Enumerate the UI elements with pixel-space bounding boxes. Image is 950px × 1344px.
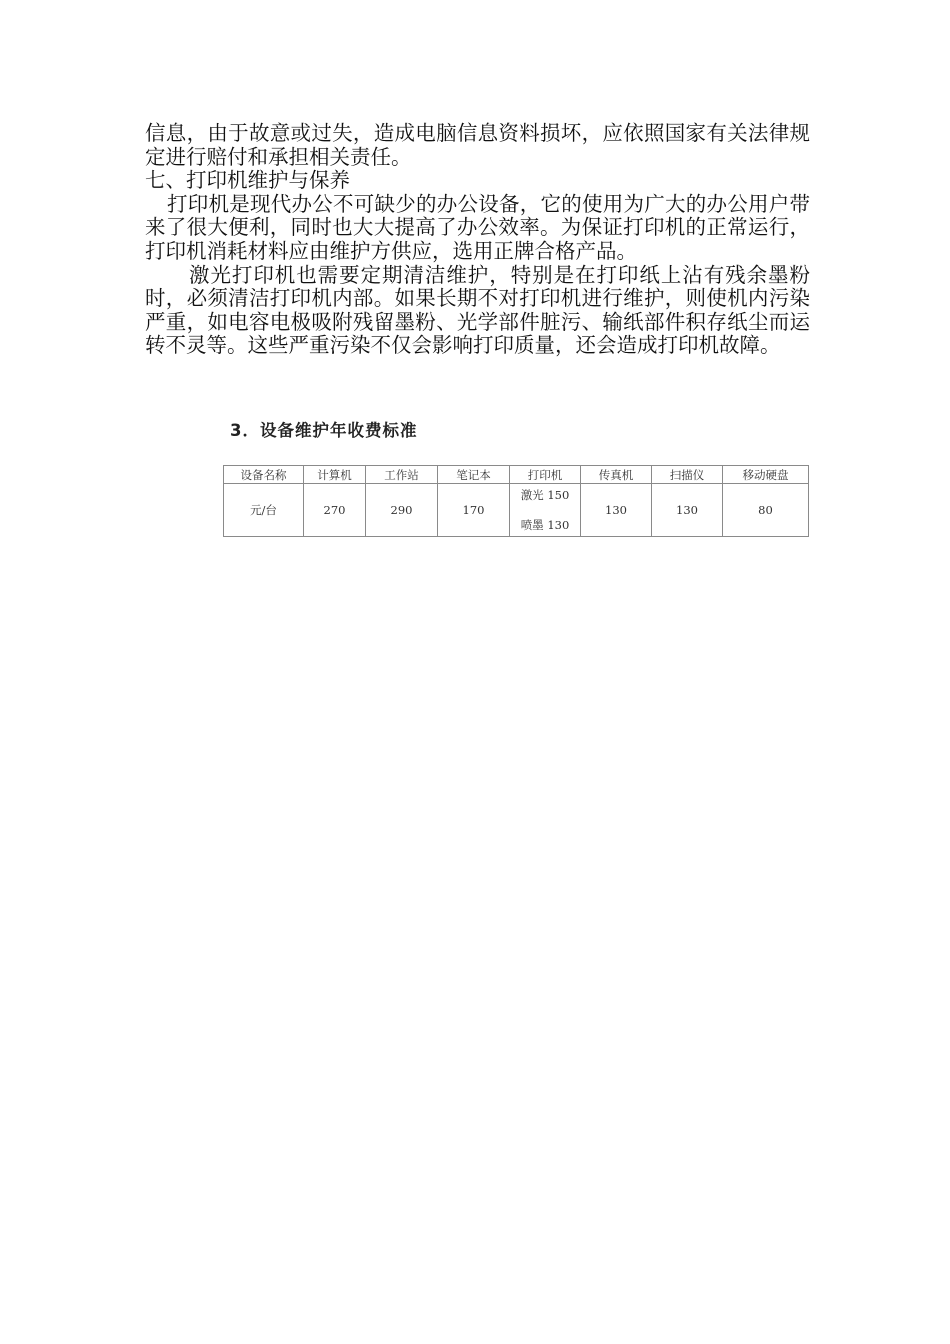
header-cell-workstation: 工作站 (366, 466, 438, 484)
fee-table-header-row (224, 466, 809, 484)
value-cell-printer (510, 484, 581, 537)
header-cell-fax: 传真机 (581, 466, 652, 484)
value-cell-scanner: 130 (652, 484, 723, 537)
header-cell-printer: 打印机 (510, 466, 581, 484)
fee-table (223, 465, 809, 537)
header-cell-device-name: 设备名称 (224, 466, 304, 484)
value-cell-computer: 270 (304, 484, 366, 537)
section-heading-printer-maintenance: 七、打印机维护与保养 (145, 168, 350, 193)
printer-laser-price: 激光 150 (520, 488, 570, 502)
header-cell-laptop: 笔记本 (438, 466, 510, 484)
fee-table-title: 3．设备维护年收费标准 (230, 421, 418, 440)
paragraph-liability: 信息，由于故意或过失，造成电脑信息资料损坏，应依照国家有关法律规定进行赔付和承担相关责任。 (145, 121, 810, 169)
value-cell-laptop: 170 (438, 484, 510, 537)
value-cell-unit-label: 元/台 (224, 484, 304, 537)
paragraph-printer-intro: 打印机是现代办公不可缺少的办公设备，它的使用为广大的办公用户带来了很大便利，同时也大大提高了办公效率。为保证打印机的正常运行，打印机消耗材料应由维护方供应，选用正牌合格产品。 (145, 191, 810, 263)
header-cell-mobile-drive: 移动硬盘 (723, 466, 809, 484)
document-body (145, 122, 810, 358)
printer-inkjet-price: 喷墨 130 (520, 518, 570, 532)
value-cell-workstation: 290 (366, 484, 438, 537)
fee-table-value-row (224, 484, 809, 537)
paragraph-laser-printer-cleaning: 激光打印机也需要定期清洁维护，特别是在打印纸上沾有残余墨粉时，必须清洁打印机内部。如果长期不对打印机进行维护，则使机内污染严重，如电容电极吸附残留墨粉、光学部件脏污、输纸部件积存纸尘而运转不灵等。这些严重污染不仅会影响打印质量，还会造成打印机故障。 (145, 262, 810, 358)
header-cell-computer: 计算机 (304, 466, 366, 484)
header-cell-scanner: 扫描仪 (652, 466, 723, 484)
value-cell-fax: 130 (581, 484, 652, 537)
value-cell-mobile-drive: 80 (723, 484, 809, 537)
